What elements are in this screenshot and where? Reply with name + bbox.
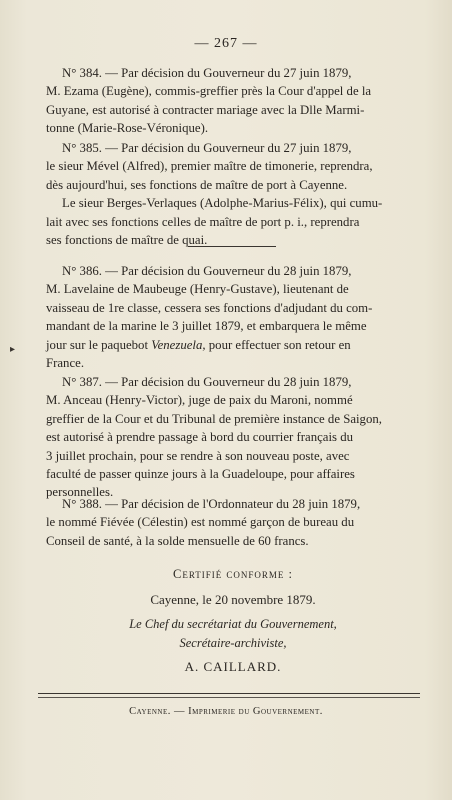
footer-rule-top bbox=[38, 693, 420, 694]
decision-386-line-3: vaisseau de 1re classe, cessera ses fonctions d'adjudant du com- bbox=[46, 300, 373, 315]
decision-386 bbox=[46, 262, 420, 372]
section-separator bbox=[188, 246, 276, 247]
decision-388-line-2: le nommé Fiévée (Célestin) est nommé garçon de bureau du bbox=[46, 515, 355, 530]
decision-386-line-5 bbox=[46, 336, 420, 354]
footer-rule-bottom bbox=[38, 697, 420, 698]
decision-385-line-6: ses fonctions de maître de quai. bbox=[46, 233, 208, 248]
decision-388 bbox=[46, 495, 420, 550]
decision-385-line-5: lait avec ses fonctions celles de maître de port p. i., reprendra bbox=[46, 214, 360, 229]
decision-386-line-4: mandant de la marine le 3 juillet 1879, et embarquera le même bbox=[46, 319, 367, 334]
decision-388-line-1: N° 388. — Par décision de l'Ordonnateur du 28 juin 1879, bbox=[62, 497, 361, 511]
decision-384 bbox=[46, 64, 420, 138]
decision-384-line-2: M. Ezama (Eugène), commis-greffier près la Cour d'appel de la bbox=[46, 84, 372, 99]
decision-385-line-1: N° 385. — Par décision du Gouverneur du 27 juin 1879, bbox=[62, 141, 352, 155]
decision-386-line-6: France. bbox=[46, 356, 85, 371]
decision-387-line-7: personnelles. bbox=[46, 485, 114, 500]
decision-387-line-2: M. Anceau (Henry-Victor), juge de paix du Maroni, nommé bbox=[46, 393, 353, 408]
decision-387-line-5: 3 juillet prochain, pour se rendre à son nouveau poste, avec bbox=[46, 448, 350, 463]
decision-388-line-3: Conseil de santé, à la solde mensuelle de 60 francs. bbox=[46, 533, 309, 548]
certified-conforme: Certifié conforme : bbox=[172, 567, 294, 581]
decision-385-line-4: Le sieur Berges-Verlaques (Adolphe-Marius-Félix), qui cumu- bbox=[62, 196, 383, 211]
decision-384-line-1: N° 384. — Par décision du Gouverneur du 27 juin 1879, bbox=[62, 66, 352, 80]
decision-386-line-5b: pour effectuer son retour en bbox=[205, 337, 351, 352]
decision-385-line-2: le sieur Mével (Alfred), premier maître de timonerie, reprendra, bbox=[46, 159, 373, 174]
decision-384-line-4: tonne (Marie-Rose-Véronique). bbox=[46, 121, 209, 136]
decision-387-line-6: faculté de passer quinze jours à la Guadeloupe, pour affaires bbox=[46, 467, 355, 482]
decision-386-line-2: M. Lavelaine de Maubeuge (Henry-Gustave), lieutenant de bbox=[46, 282, 349, 297]
decision-386-line-5a: jour sur le paquebot bbox=[46, 337, 152, 352]
page-number: — 267 — bbox=[194, 36, 258, 51]
place-date: Cayenne, le 20 novembre 1879. bbox=[150, 592, 316, 607]
signatory-role-1: Le Chef du secrétariat du Gouvernement, bbox=[129, 617, 337, 631]
decision-384-line-3: Guyane, est autorisé à contracter mariage avec la Dlle Marmi- bbox=[46, 102, 365, 117]
decision-387-line-3: greffier de la Cour et du Tribunal de première instance de Saigon, bbox=[46, 411, 382, 426]
decision-386-line-1: N° 386. — Par décision du Gouverneur du 28 juin 1879, bbox=[62, 264, 352, 278]
signatory-name: A. CAILLARD. bbox=[184, 659, 282, 674]
printer-footer: Cayenne. — Imprimerie du Gouvernement. bbox=[129, 706, 323, 717]
decision-387-line-1: N° 387. — Par décision du Gouverneur du 28 juin 1879, bbox=[62, 375, 352, 389]
decision-385 bbox=[46, 139, 420, 249]
ship-name: Venezuela, bbox=[151, 337, 206, 352]
signatory-role-2: Secrétaire-archiviste, bbox=[179, 636, 287, 650]
decision-385-line-3: dès aujourd'hui, ses fonctions de maître de port à Cayenne. bbox=[46, 177, 348, 192]
margin-arrow-icon: ▸ bbox=[10, 344, 16, 355]
decision-387 bbox=[46, 373, 420, 502]
decision-387-line-4: est autorisé à prendre passage à bord du courrier français du bbox=[46, 430, 353, 445]
